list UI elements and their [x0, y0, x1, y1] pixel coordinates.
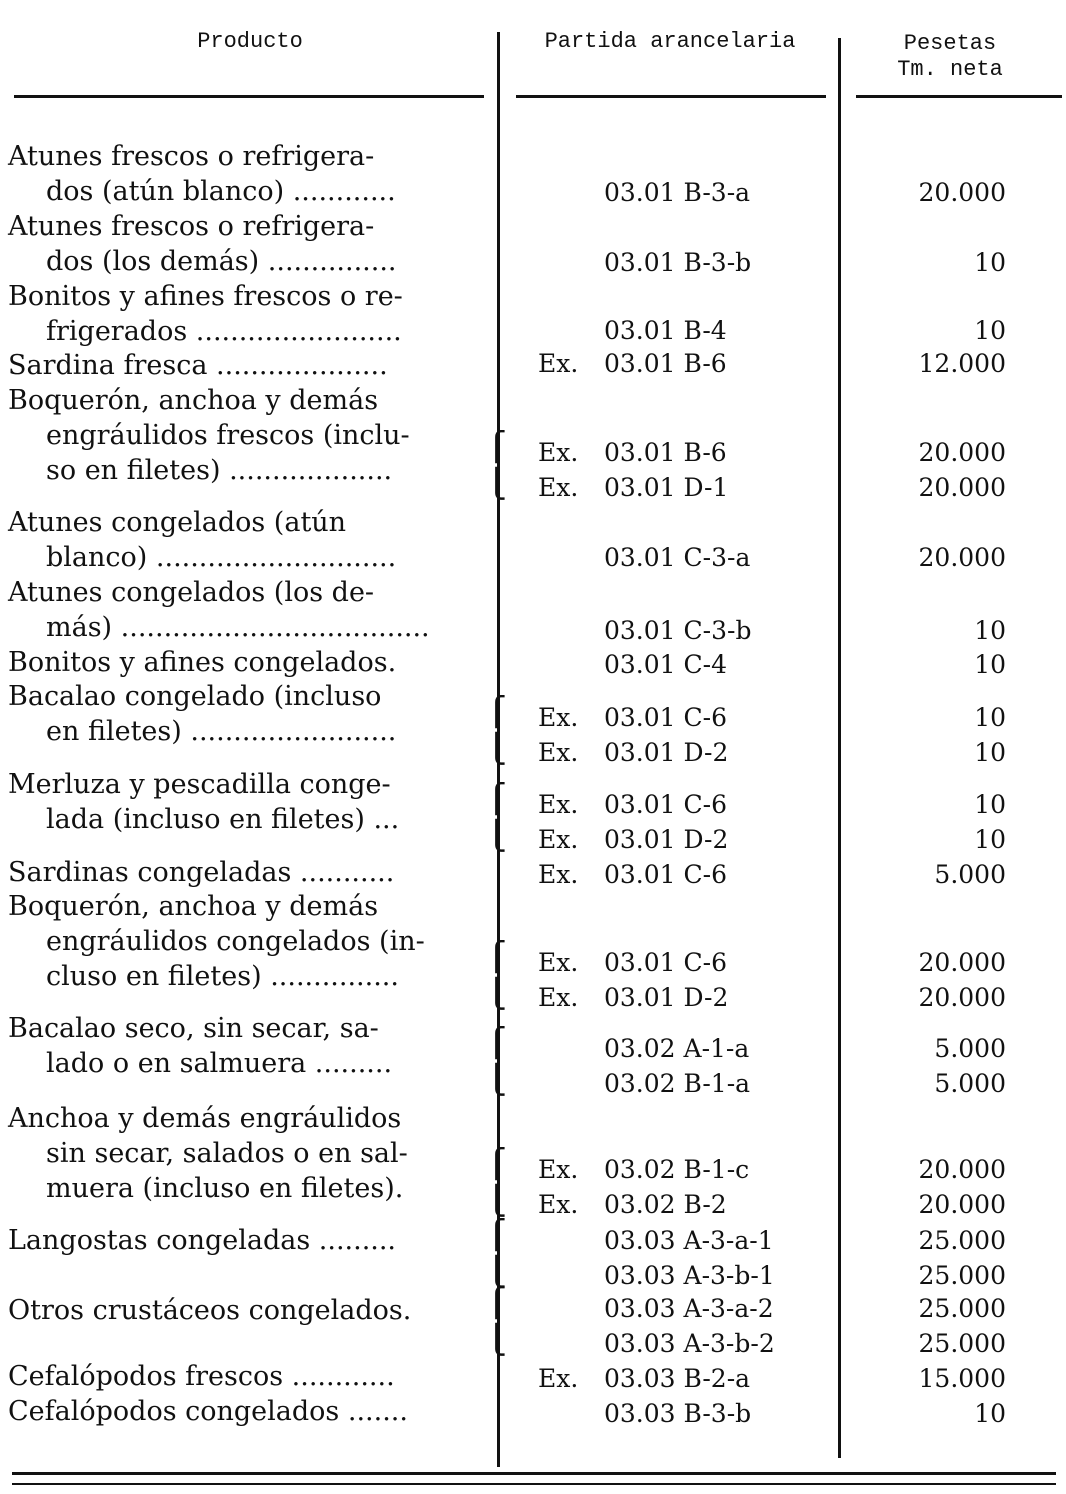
column-divider-right [838, 38, 841, 1458]
partida-arancelaria: 03.02 B-2 [604, 1190, 727, 1219]
brace-mark: ⎧ [486, 695, 507, 728]
brace-mark: ⎧ [486, 940, 507, 973]
brace-mark: ⎧ [486, 430, 507, 463]
partida-arancelaria: 03.01 C-4 [604, 650, 727, 679]
product-line: Langostas congeladas ......... [8, 1225, 397, 1256]
header-rule-partida [516, 95, 826, 98]
bottom-rule-bottom [12, 1483, 1056, 1485]
partida-arancelaria: 03.02 B-1-a [604, 1069, 751, 1098]
pesetas-value: 10 [974, 650, 1006, 679]
pesetas-value: 20.000 [918, 1190, 1006, 1219]
partida-arancelaria: 03.01 C-6 [604, 948, 727, 977]
product-line: frigerados ........................ [46, 316, 402, 347]
product-line: dos (atún blanco) ............ [46, 176, 396, 207]
partida-arancelaria: 03.01 D-2 [604, 983, 729, 1012]
product-line: Anchoa y demás engráulidos [8, 1103, 402, 1134]
product-line: Atunes frescos o refrigera- [8, 141, 375, 172]
pesetas-value: 25.000 [918, 1226, 1006, 1255]
partida-arancelaria: 03.01 B-6 [604, 349, 727, 378]
brace-mark: ⎧ [486, 1286, 507, 1319]
product-line: Atunes congelados (los de- [8, 577, 375, 608]
header-rule-pesetas [856, 95, 1062, 98]
product-line: Atunes frescos o refrigera- [8, 211, 375, 242]
partida-arancelaria: 03.01 B-4 [604, 316, 727, 345]
header-rule-producto [14, 95, 484, 98]
partida-arancelaria: 03.01 B-3-b [604, 248, 752, 277]
partida-arancelaria: 03.01 C-3-a [604, 543, 751, 572]
ex-prefix: Ex. [538, 1155, 579, 1184]
brace-mark: ⎧ [486, 1218, 507, 1251]
pesetas-value: 20.000 [918, 543, 1006, 572]
pesetas-value: 5.000 [934, 860, 1006, 889]
product-line: Bacalao seco, sin secar, sa- [8, 1013, 379, 1044]
brace-mark: ⎩ [486, 1063, 507, 1096]
product-line: Bonitos y afines congelados. [8, 647, 397, 678]
partida-arancelaria: 03.03 B-3-b [604, 1399, 752, 1428]
ex-prefix: Ex. [538, 1364, 579, 1393]
product-line: Sardinas congeladas ........... [8, 857, 395, 888]
product-line: sin secar, salados o en sal- [46, 1138, 408, 1169]
ex-prefix: Ex. [538, 349, 579, 378]
product-line: so en filetes) ................... [46, 455, 393, 486]
brace-mark: ⎩ [486, 1255, 507, 1288]
partida-arancelaria: 03.01 C-6 [604, 703, 727, 732]
partida-arancelaria: 03.03 B-2-a [604, 1364, 751, 1393]
brace-mark: ⎩ [486, 732, 507, 765]
pesetas-value: 12.000 [918, 349, 1006, 378]
product-line: en filetes) ........................ [46, 716, 397, 747]
product-line: muera (incluso en filetes). [46, 1173, 404, 1204]
brace-mark: ⎩ [486, 819, 507, 852]
partida-arancelaria: 03.03 A-3-b-1 [604, 1261, 775, 1290]
brace-mark: ⎩ [486, 467, 507, 500]
product-line: lada (incluso en filetes) ... [46, 804, 400, 835]
product-line: dos (los demás) ............... [46, 246, 397, 277]
pesetas-value: 10 [974, 738, 1006, 767]
pesetas-value: 20.000 [918, 1155, 1006, 1184]
ex-prefix: Ex. [538, 1190, 579, 1219]
partida-arancelaria: 03.03 A-3-a-1 [604, 1226, 774, 1255]
ex-prefix: Ex. [538, 983, 579, 1012]
pesetas-value: 10 [974, 703, 1006, 732]
product-line: cluso en filetes) ............... [46, 961, 399, 992]
product-line: lado o en salmuera ......... [46, 1048, 393, 1079]
partida-arancelaria: 03.01 C-3-b [604, 616, 752, 645]
brace-mark: ⎧ [486, 1026, 507, 1059]
partida-arancelaria: 03.01 D-1 [604, 473, 729, 502]
bottom-rule-top [12, 1472, 1056, 1475]
ex-prefix: Ex. [538, 473, 579, 502]
pesetas-value: 20.000 [918, 983, 1006, 1012]
partida-arancelaria: 03.02 B-1-c [604, 1155, 750, 1184]
pesetas-value: 20.000 [918, 473, 1006, 502]
brace-mark: ⎩ [486, 977, 507, 1010]
partida-arancelaria: 03.03 A-3-b-2 [604, 1329, 775, 1358]
pesetas-value: 15.000 [918, 1364, 1006, 1393]
product-line: Bacalao congelado (incluso [8, 681, 382, 712]
product-line: Cefalópodos congelados ....... [8, 1396, 408, 1427]
pesetas-value: 10 [974, 316, 1006, 345]
product-line: Bonitos y afines frescos o re- [8, 281, 403, 312]
partida-arancelaria: 03.01 C-6 [604, 860, 727, 889]
partida-arancelaria: 03.01 D-2 [604, 825, 729, 854]
pesetas-value: 10 [974, 616, 1006, 645]
pesetas-value: 10 [974, 790, 1006, 819]
pesetas-value: 20.000 [918, 178, 1006, 207]
pesetas-value: 5.000 [934, 1034, 1006, 1063]
brace-mark: ⎩ [486, 1184, 507, 1217]
header-producto: Producto [197, 29, 303, 54]
partida-arancelaria: 03.01 B-6 [604, 438, 727, 467]
product-line: engráulidos frescos (inclu- [46, 420, 410, 451]
partida-arancelaria: 03.02 A-1-a [604, 1034, 750, 1063]
brace-mark: ⎩ [486, 1323, 507, 1356]
ex-prefix: Ex. [538, 860, 579, 889]
brace-mark: ⎧ [486, 1147, 507, 1180]
pesetas-value: 20.000 [918, 438, 1006, 467]
product-line: Boquerón, anchoa y demás [8, 385, 379, 416]
pesetas-value: 25.000 [918, 1329, 1006, 1358]
pesetas-value: 25.000 [918, 1261, 1006, 1290]
ex-prefix: Ex. [538, 790, 579, 819]
pesetas-value: 20.000 [918, 948, 1006, 977]
ex-prefix: Ex. [538, 948, 579, 977]
product-line: Merluza y pescadilla conge- [8, 769, 391, 800]
product-line: Otros crustáceos congelados. [8, 1295, 412, 1326]
ex-prefix: Ex. [538, 825, 579, 854]
product-line: Atunes congelados (atún [8, 507, 347, 538]
header-pesetas: Pesetas [903, 31, 997, 56]
ex-prefix: Ex. [538, 738, 579, 767]
pesetas-value: 10 [974, 1399, 1006, 1428]
product-line: Sardina fresca .................... [8, 350, 388, 381]
ex-prefix: Ex. [538, 438, 579, 467]
partida-arancelaria: 03.03 A-3-a-2 [604, 1294, 774, 1323]
product-line: blanco) ............................ [46, 542, 397, 573]
pesetas-value: 5.000 [934, 1069, 1006, 1098]
pesetas-value: 10 [974, 248, 1006, 277]
pesetas-value: 10 [974, 825, 1006, 854]
pesetas-value: 25.000 [918, 1294, 1006, 1323]
product-line: más) .................................... [46, 612, 430, 643]
ex-prefix: Ex. [538, 703, 579, 732]
header-partida-arancelaria: Partida arancelaria [544, 29, 796, 54]
product-line: engráulidos congelados (in- [46, 926, 425, 957]
partida-arancelaria: 03.01 B-3-a [604, 178, 751, 207]
brace-mark: ⎧ [486, 782, 507, 815]
product-line: Boquerón, anchoa y demás [8, 891, 379, 922]
product-line: Cefalópodos frescos ............ [8, 1361, 395, 1392]
header-tm-neta: Tm. neta [897, 57, 1003, 82]
partida-arancelaria: 03.01 C-6 [604, 790, 727, 819]
partida-arancelaria: 03.01 D-2 [604, 738, 729, 767]
